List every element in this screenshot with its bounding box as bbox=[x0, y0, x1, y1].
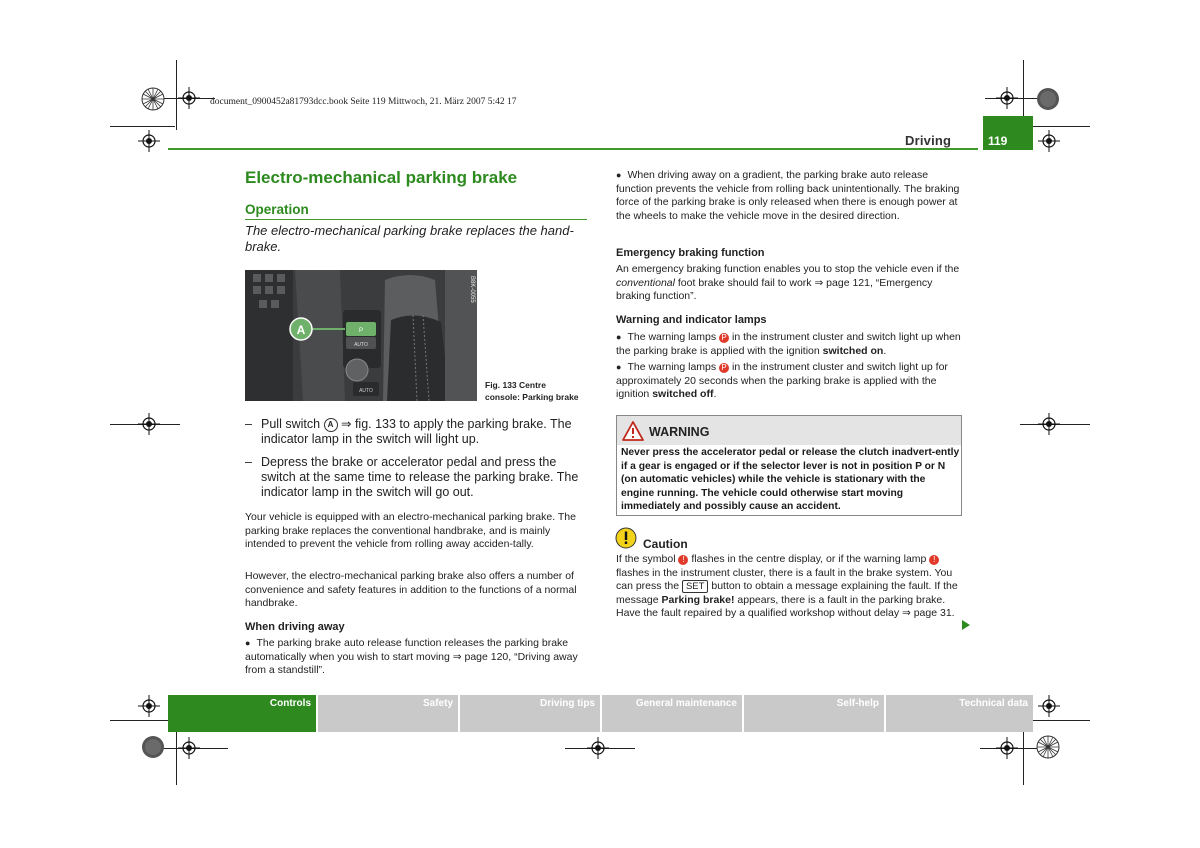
bullet-dot-icon: ● bbox=[616, 332, 622, 342]
brake-fault-symbol-icon: ! bbox=[678, 555, 688, 565]
subheading-driving-away: When driving away bbox=[245, 621, 345, 633]
tab-self-help[interactable]: Self-help bbox=[744, 695, 884, 732]
figure-caption-line2: console: Parking brake bbox=[485, 392, 579, 402]
registration-target-icon bbox=[138, 130, 160, 152]
page-number: 119 bbox=[988, 134, 1008, 148]
tab-technical-data[interactable]: Technical data bbox=[886, 695, 1033, 732]
gray-dot-icon bbox=[1036, 87, 1060, 111]
bullet-item: ● The warning lamps P in the instrument cluster and switch light up when the parking brake is applied with the ignition switched on. bbox=[616, 331, 961, 357]
bullet-item: ● The warning lamps P in the instrument cluster and switch light up for approximately 20 seconds when the parking brake is applied with the ignition switched off. bbox=[616, 361, 948, 401]
step-text: ⇒ fig. 133 to apply the parking brake. The indicator lamp in the switch will light up. bbox=[261, 417, 572, 446]
body-paragraph: Your vehicle is equipped with an electro-mechanical parking brake. The parking brake replaces the conventional handbrake, and is mainly intended to prevent the vehicle from rolling away acciden-tally. bbox=[245, 511, 576, 551]
bullet-dot-icon: ● bbox=[245, 638, 251, 648]
chapter-tabs bbox=[168, 695, 1033, 732]
figure-callout-a: A bbox=[296, 323, 306, 337]
parking-brake-lamp-icon: P bbox=[719, 333, 729, 343]
registration-target-icon bbox=[178, 87, 200, 109]
caution-icon bbox=[615, 527, 637, 549]
registration-target-icon bbox=[587, 737, 609, 759]
set-key: SET bbox=[682, 580, 708, 593]
registration-target-icon bbox=[996, 737, 1018, 759]
registration-target-icon bbox=[178, 737, 200, 759]
brake-warning-lamp-icon: ! bbox=[929, 555, 939, 565]
step-text: Depress the brake or accelerator pedal and press the switch at the same time to release the parking brake. The indicator lamp in the switch will go out. bbox=[261, 455, 579, 499]
warning-text: Never press the accelerator pedal or release the clutch inadvert-ently if a gear is engaged or if the selector lever is not in position P or N (on automatic vehicles) while the vehicle is stationary with the engine running. The vehicle could otherwise start moving immediately and possibly cause an accident. bbox=[621, 447, 960, 513]
header-rule bbox=[168, 148, 978, 150]
centre-console-illustration bbox=[245, 270, 477, 401]
gray-dot-icon bbox=[141, 735, 165, 759]
registration-target-icon bbox=[996, 87, 1018, 109]
tab-controls[interactable]: Controls bbox=[168, 695, 316, 732]
body-paragraph: However, the electro-mechanical parking brake also offers a number of convenience and safety features in addition to the functions of a normal handbrake. bbox=[245, 570, 577, 610]
figure-photo bbox=[245, 270, 477, 401]
bullet-dot-icon: ● bbox=[616, 170, 622, 180]
figure-caption-line1: Fig. 133 Centre bbox=[485, 380, 546, 390]
registration-target-icon bbox=[1038, 695, 1060, 717]
tab-general-maintenance[interactable]: General maintenance bbox=[602, 695, 742, 732]
switch-label-p: P bbox=[358, 328, 364, 334]
step-text: Pull switch bbox=[261, 417, 324, 431]
registration-target-icon bbox=[138, 695, 160, 717]
continue-arrow-icon bbox=[962, 620, 970, 630]
caution-text: If the symbol ! flashes in the centre display, or if the warning lamp ! flashes in the instrument cluster, there is a fault in the brake system. You can press the SET button to obtain a message explaining the fault. If the message Parking brake! appears, there is a fault in the parking brake. Have the fault repaired by a qualified workshop without delay ⇒ page 31. bbox=[616, 553, 958, 620]
tab-driving-tips[interactable]: Driving tips bbox=[460, 695, 600, 732]
print-header: document_0900452a81793dcc.book Seite 119 Mittwoch, 21. März 2007 5:42 17 bbox=[210, 97, 517, 107]
warning-box bbox=[616, 415, 962, 516]
color-starburst-icon bbox=[1036, 735, 1060, 759]
running-head-section: Driving bbox=[905, 133, 952, 148]
step-dash: – bbox=[245, 455, 252, 469]
figure-code: B8K-0055 bbox=[469, 276, 475, 303]
color-starburst-icon bbox=[141, 87, 165, 111]
intro-text: The electro-mechanical parking brake replaces the hand-brake. bbox=[245, 223, 574, 254]
page-number-box bbox=[983, 116, 1033, 150]
registration-target-icon bbox=[1038, 130, 1060, 152]
switch-label-auto: AUTO bbox=[354, 342, 368, 348]
tab-safety[interactable]: Safety bbox=[318, 695, 458, 732]
step-dash: – bbox=[245, 417, 252, 431]
page-title: Electro-mechanical parking brake bbox=[245, 168, 518, 187]
bullet-dot-icon: ● bbox=[616, 362, 622, 372]
section-heading: Operation bbox=[245, 202, 309, 217]
subheading-warning-lamps: Warning and indicator lamps bbox=[616, 314, 767, 326]
registration-target-icon bbox=[1038, 413, 1060, 435]
warning-triangle-icon bbox=[622, 421, 644, 441]
figure-caption bbox=[485, 379, 595, 403]
bullet-item: ● When driving away on a gradient, the parking brake auto release function prevents the vehicle from rolling back unintentionally. The braking force of the parking brake is only released when there is enough power at the wheels to make the vehicle move in the desired direction. bbox=[616, 169, 960, 222]
registration-target-icon bbox=[138, 413, 160, 435]
emergency-paragraph: An emergency braking function enables you to stop the vehicle even if the conventional foot brake should fail to work ⇒ page 121, “Emergency braking function”. bbox=[616, 263, 960, 303]
subheading-emergency: Emergency braking function bbox=[616, 247, 765, 259]
caution-title: Caution bbox=[643, 537, 688, 551]
callout-a-ref: A bbox=[324, 418, 338, 432]
warning-title: WARNING bbox=[649, 425, 710, 439]
warning-header bbox=[617, 416, 961, 445]
switch-label-auto-2: AUTO bbox=[359, 388, 373, 394]
parking-brake-lamp-icon: P bbox=[719, 363, 729, 373]
bullet-item: ● The parking brake auto release function releases the parking brake automatically when you wish to start moving ⇒ page 120, “Driving away from a standstill”. bbox=[245, 637, 578, 677]
section-rule bbox=[245, 219, 587, 220]
